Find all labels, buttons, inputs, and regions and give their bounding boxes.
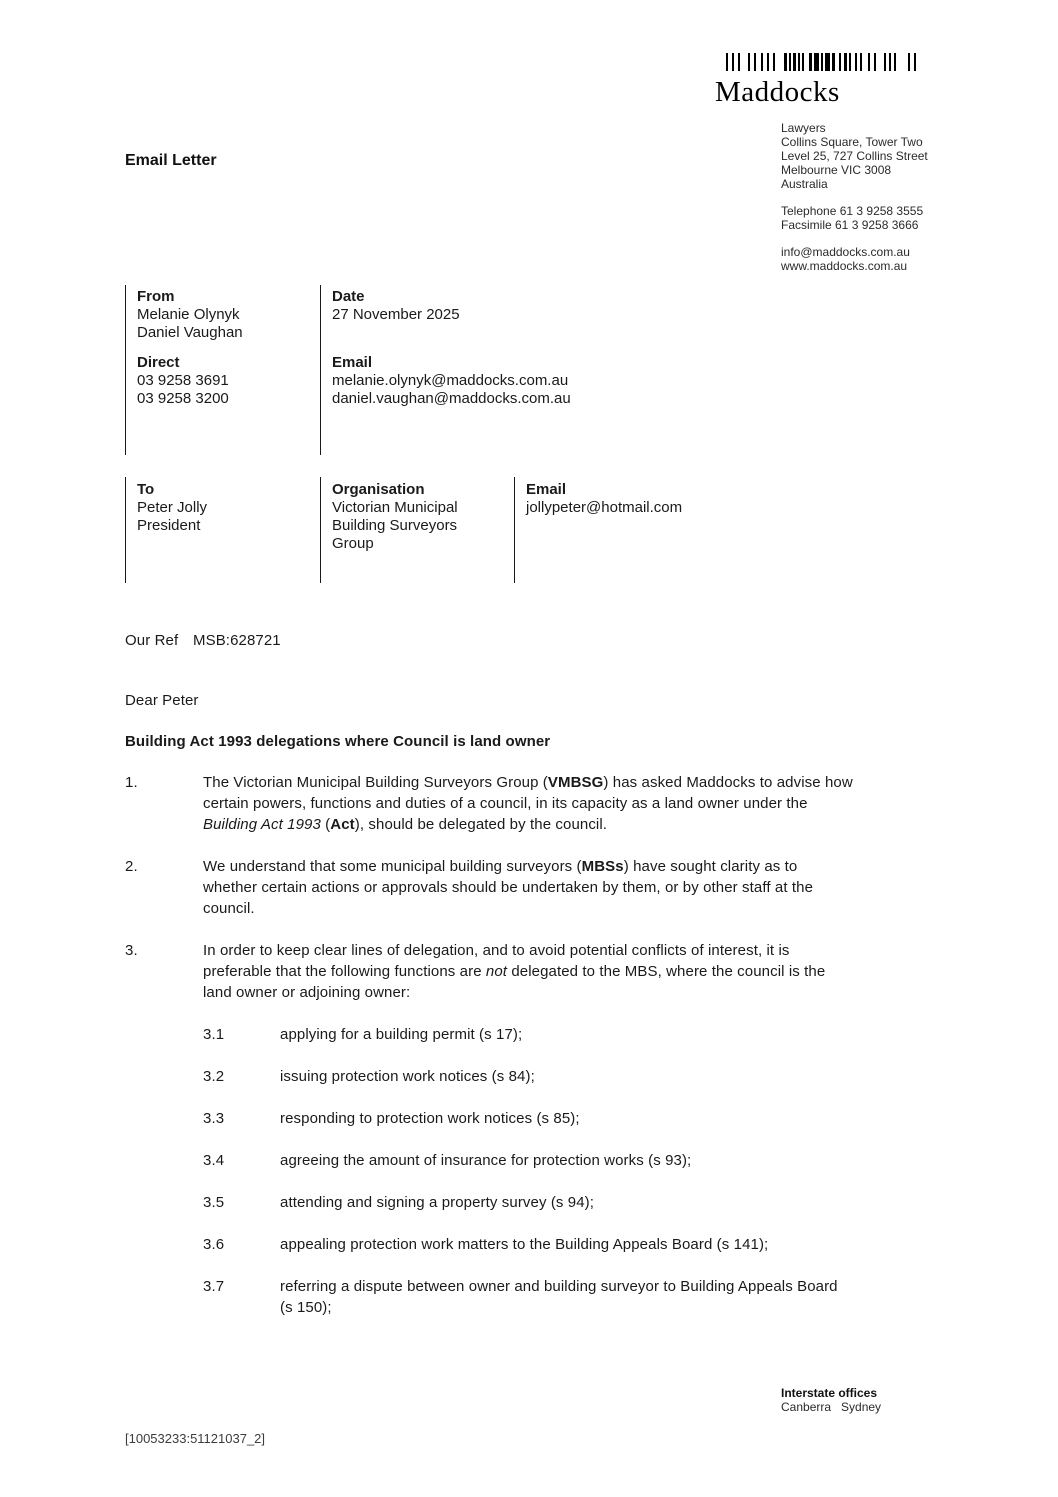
date-email-column — [332, 288, 592, 408]
address-line: Lawyers — [781, 121, 826, 135]
address-line: Level 25, 727 Collins Street — [781, 149, 928, 163]
subitem-text: agreeing the amount of insurance for protection works (s 93); — [280, 1152, 692, 1169]
interstate-city: Sydney — [841, 1400, 882, 1414]
field-value: Melanie Olynyk — [137, 306, 240, 323]
field-value: jollypeter@hotmail.com — [526, 499, 683, 516]
subitem-number: 3.7 — [203, 1278, 225, 1295]
subitem-text: issuing protection work notices (s 84); — [280, 1068, 535, 1085]
field-label: Email — [332, 354, 373, 371]
salutation: Dear Peter — [125, 692, 199, 709]
subitem-text: responding to protection work notices (s 85); — [280, 1110, 580, 1127]
column-rule — [125, 477, 126, 583]
address-line: Collins Square, Tower Two — [781, 135, 923, 149]
document-id: [10053233:51121037_2] — [125, 1431, 266, 1446]
column-rule — [320, 477, 321, 583]
organisation-column — [332, 481, 510, 553]
letterhead-address — [781, 121, 928, 273]
website-line: www.maddocks.com.au — [781, 259, 908, 273]
field-value: 03 9258 3200 — [137, 390, 229, 407]
field-value: daniel.vaughan@maddocks.com.au — [332, 390, 571, 407]
subitem — [203, 1150, 853, 1171]
field-value: melanie.olynyk@maddocks.com.au — [332, 372, 569, 389]
subitem-number: 3.1 — [203, 1026, 225, 1043]
paragraph-item — [125, 940, 853, 1003]
field-value: Peter Jolly — [137, 499, 208, 516]
subitem-text: applying for a building permit (s 17); — [280, 1026, 523, 1043]
column-rule — [125, 285, 126, 455]
paragraph-item — [125, 772, 853, 835]
paragraph-number: 2. — [125, 858, 138, 875]
subject-heading: Building Act 1993 delegations where Council is land owner — [125, 733, 551, 750]
email-line: info@maddocks.com.au — [781, 245, 910, 259]
phone-line: Telephone 61 3 9258 3555 — [781, 204, 924, 218]
field-label: From — [137, 288, 175, 305]
subitem-number: 3.2 — [203, 1068, 225, 1085]
subitem-text: attending and signing a property survey (s 94); — [280, 1194, 595, 1211]
field-value: Group — [332, 535, 374, 552]
paragraph-text: In order to keep clear lines of delegation, and to avoid potential conflicts of interest, it is preferable that the following functions are not delegated to the MBS, where the council is the land owner or adjoining owner: — [203, 942, 826, 1001]
field-label: Organisation — [332, 481, 425, 498]
interstate-offices-label: Interstate offices — [781, 1386, 878, 1400]
subitem-number: 3.4 — [203, 1152, 225, 1169]
paragraph-text: We understand that some municipal building surveyors (MBSs) have sought clarity as to whether certain actions or approvals should be undertaken by them, or by other staff at the council. — [203, 858, 814, 917]
address-line: Melbourne VIC 3008 — [781, 163, 892, 177]
subitem-text: referring a dispute between owner and building surveyor to Building Appeals Board (s 150); — [280, 1278, 838, 1316]
our-ref — [125, 630, 625, 651]
paragraph-item — [125, 856, 853, 919]
subitem — [203, 1234, 853, 1255]
subitem-number: 3.3 — [203, 1110, 225, 1127]
column-rule — [320, 285, 321, 455]
company-logo: Maddocks — [715, 76, 840, 108]
field-label: Date — [332, 288, 365, 305]
paragraph-list — [125, 772, 853, 1339]
recipient-email-column — [526, 481, 780, 517]
footer-interstate-offices — [781, 1386, 891, 1414]
subitem-number: 3.5 — [203, 1194, 225, 1211]
address-line: Australia — [781, 177, 828, 191]
field-label: To — [137, 481, 155, 498]
subitem — [203, 1192, 853, 1213]
fax-line: Facsimile 61 3 9258 3666 — [781, 218, 919, 232]
subitem-number: 3.6 — [203, 1236, 225, 1253]
our-ref-value: MSB:628721 — [193, 632, 281, 649]
paragraph-number: 1. — [125, 774, 138, 791]
field-label: Direct — [137, 354, 180, 371]
field-value: Daniel Vaughan — [137, 324, 243, 341]
column-rule — [514, 477, 515, 583]
interstate-city: Canberra — [781, 1400, 832, 1414]
to-column — [137, 481, 315, 535]
barcode-icon — [726, 53, 924, 71]
our-ref-label: Our Ref — [125, 632, 179, 649]
from-column — [137, 288, 315, 408]
subitem — [203, 1276, 853, 1318]
subitem — [203, 1066, 853, 1087]
field-label: Email — [526, 481, 567, 498]
field-value: President — [137, 517, 201, 534]
paragraph-text: The Victorian Municipal Building Surveyors Group (VMBSG) has asked Maddocks to advise how certain powers, functions and duties of a council, in its capacity as a land owner under the Building Act 1993 (Act), should be delegated by the council. — [203, 774, 853, 833]
subitem — [203, 1024, 853, 1045]
field-value: Building Surveyors — [332, 517, 458, 534]
field-value: 03 9258 3691 — [137, 372, 229, 389]
field-value: 27 November 2025 — [332, 306, 460, 323]
subitem-text: appealing protection work matters to the Building Appeals Board (s 141); — [280, 1236, 769, 1253]
field-value: Victorian Municipal — [332, 499, 458, 516]
subitem — [203, 1108, 853, 1129]
document-type-title: Email Letter — [125, 152, 217, 169]
paragraph-number: 3. — [125, 942, 138, 959]
interstate-cities — [781, 1400, 891, 1414]
